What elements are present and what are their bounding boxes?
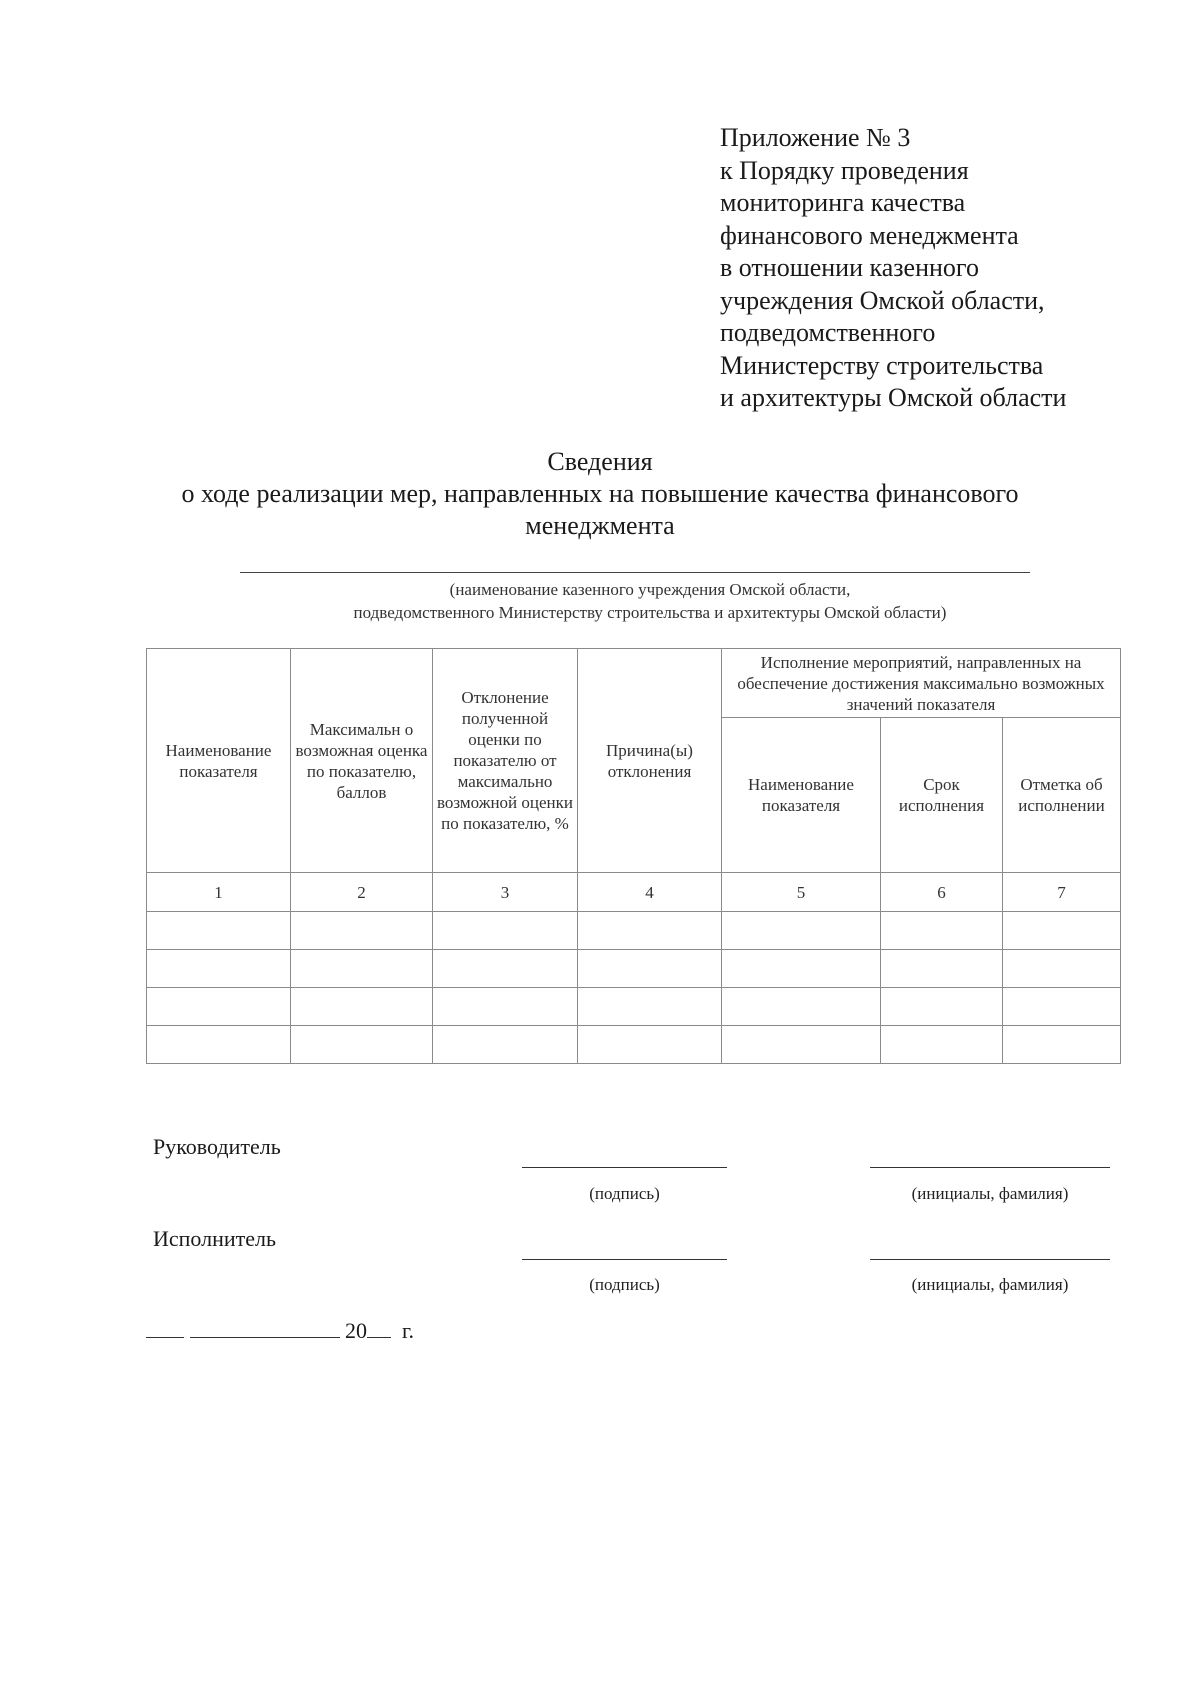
table-cell (147, 950, 291, 988)
annex-line: учреждения Омской области, (720, 285, 1045, 315)
annex-line: и архитектуры Омской области (720, 383, 1067, 412)
table-cell (578, 988, 722, 1026)
column-number: 7 (1003, 873, 1121, 912)
annex-line: Министерству строительства (720, 350, 1044, 380)
organization-name-line (240, 572, 1030, 573)
table-cell (722, 950, 881, 988)
executor-name-line (870, 1259, 1110, 1260)
day-blank (146, 1319, 184, 1338)
table-cell (1003, 912, 1121, 950)
annex-line: подведомственного (720, 318, 936, 347)
table-cell (1003, 950, 1121, 988)
annex-line: в отношении казенного (720, 253, 979, 282)
table-row (147, 988, 1121, 1026)
head-signature-line (522, 1167, 727, 1168)
column-number: 1 (147, 873, 291, 912)
annex-block (720, 122, 1160, 415)
executor-signature-caption: (подпись) (589, 1275, 660, 1294)
table-cell (1003, 1026, 1121, 1064)
table-cell (433, 950, 578, 988)
table-cell (433, 1026, 578, 1064)
table-cell (881, 950, 1003, 988)
head-signature-caption: (подпись) (589, 1184, 660, 1203)
column-number: 4 (578, 873, 722, 912)
table-cell (722, 912, 881, 950)
executor-signature-line (522, 1259, 727, 1260)
column-number: 5 (722, 873, 881, 912)
table-cell (291, 912, 433, 950)
column-numbers-row (147, 873, 1121, 912)
organization-caption (150, 578, 1150, 624)
head-name-caption: (инициалы, фамилия) (911, 1184, 1069, 1203)
header-measure-name: Наименование показателя (722, 718, 881, 873)
header-reason: Причина(ы) отклонения (578, 649, 722, 873)
org-caption-line-2: подведомственного Министерству строительства и архитектуры Омской области) (353, 603, 947, 622)
table-cell (881, 912, 1003, 950)
table-cell (147, 988, 291, 1026)
table-cell (881, 1026, 1003, 1064)
table-cell (722, 1026, 881, 1064)
date-line (146, 1318, 414, 1344)
annex-line: Приложение № 3 (720, 123, 911, 152)
table-cell (147, 1026, 291, 1064)
annex-line: финансового менеджмента (720, 220, 1019, 250)
table-cell (433, 988, 578, 1026)
table-cell (578, 1026, 722, 1064)
header-indicator-name: Наименование показателя (147, 649, 291, 873)
table-cell (291, 950, 433, 988)
table-cell (1003, 988, 1121, 1026)
table-cell (578, 950, 722, 988)
head-label: Руководитель (153, 1134, 281, 1159)
head-name-line (870, 1167, 1110, 1168)
table-cell (291, 1026, 433, 1064)
table-cell (578, 912, 722, 950)
title-line-3: менеджмента (525, 511, 675, 540)
title-line-2: о ходе реализации мер, направленных на повышение качества финансового (181, 479, 1019, 508)
header-measures-group: Исполнение мероприятий, направленных на обеспечение достижения максимально возможных значений показателя (722, 649, 1121, 718)
year-suffix: г. (402, 1318, 415, 1343)
document-title (120, 446, 1080, 542)
header-completion-mark: Отметка об исполнении (1003, 718, 1121, 873)
column-number: 3 (433, 873, 578, 912)
table-cell (291, 988, 433, 1026)
annex-line: к Порядку проведения (720, 155, 969, 185)
table-cell (147, 912, 291, 950)
table-row (147, 950, 1121, 988)
year-blank (367, 1319, 391, 1338)
org-caption-line-1: (наименование казенного учреждения Омской области, (449, 580, 851, 599)
header-deadline: Срок исполнения (881, 718, 1003, 873)
executor-name-caption: (инициалы, фамилия) (911, 1275, 1069, 1294)
month-blank (190, 1319, 340, 1338)
executor-label: Исполнитель (153, 1226, 277, 1251)
table-row (147, 1026, 1121, 1064)
annex-line: мониторинга качества (720, 188, 966, 217)
table-row (147, 912, 1121, 950)
title-line-1: Сведения (547, 447, 653, 476)
measures-table (146, 648, 1121, 1064)
table-cell (722, 988, 881, 1026)
column-number: 6 (881, 873, 1003, 912)
header-deviation: Отклонение полученной оценки по показателю от максимально возможной оценки по показателю, % (433, 649, 578, 873)
column-number: 2 (291, 873, 433, 912)
table-cell (881, 988, 1003, 1026)
table-cell (433, 912, 578, 950)
header-max-score: Максимальн о возможная оценка по показателю, баллов (291, 649, 433, 873)
year-prefix: 20 (345, 1318, 367, 1343)
